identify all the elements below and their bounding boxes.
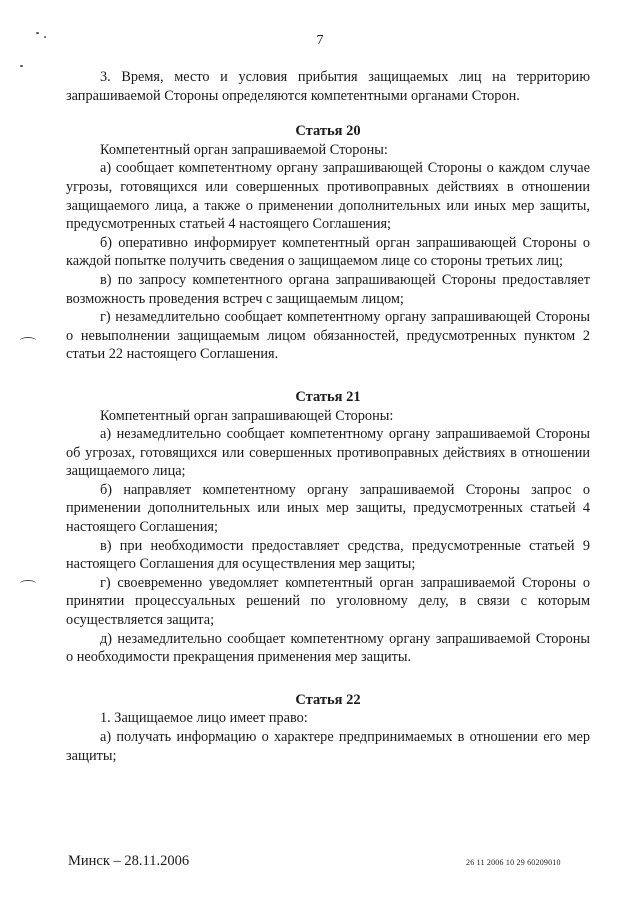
paragraph-art20-intro: Компетентный орган запрашиваемой Стороны: [100,141,388,158]
paragraph-3-arrival: 3. Время, место и условия прибытия защищаемых лиц на территорию запрашиваемой Стороны определяются компетентными органами Сторон. [66,69,590,104]
paragraph-art21-b: б) направляет компетентному органу запрашиваемой Стороны запрос о применении дополнительных или иных мер защиты, предусмотренных статьей 4 настоящего Соглашения; [66,481,590,536]
paragraph-art20-a: а) сообщает компетентному органу запрашивающей Стороны о каждом случае угрозы, готовящихся или совершенных противоправных действиях в отношении защищаемого лица, а также о применении дополнительных или иных мер защиты, предусмотренных статьей 4 настоящего Соглашения; [66,160,590,233]
heading-article-20: Статья 20 [295,123,361,140]
footer-place-date: Минск – 28.11.2006 [68,853,190,869]
paragraph-art21-a: а) незамедлительно сообщает компетентному органу запрашиваемой Стороны об угрозах, готовящихся или совершенных противоправных действиях в отношении защищаемого лица; [66,426,590,480]
heading-article-22: Статья 22 [295,691,361,708]
paragraph-art21-intro: Компетентный орган запрашивающей Стороны: [100,407,394,424]
paragraph-art22-1: 1. Защищаемое лицо имеет право: [100,710,308,727]
paragraph-art20-b: б) оперативно информирует компетентный орган запрашивающей Стороны о каждой попытке получить сведения о защищаемом лице со стороны третьих лиц; [66,234,590,270]
scan-speck [36,32,39,34]
page-number: 7 [316,33,324,48]
paragraph-art20-g: г) незамедлительно сообщает компетентному органу запрашивающей Стороны о невыполнении защищаемым лицом обязанностей, предусмотренных пунктом 2 статьи 22 настоящего Соглашения. [66,309,590,363]
punch-mark-lower [20,580,36,587]
heading-article-21: Статья 21 [295,388,361,405]
paragraph-art20-v: в) по запросу компетентного органа запрашивающей Стороны предоставляет возможность проведения встреч с защищаемым лицом; [66,271,590,307]
scan-speck [20,65,23,67]
punch-mark-upper [20,337,36,344]
paragraph-art21-d: д) незамедлительно сообщает компетентному органу запрашиваемой Стороны о необходимости прекращения применения мер защиты. [66,630,590,666]
scan-speck [44,36,46,38]
document-body [66,68,590,765]
paragraph-art21-g: г) своевременно уведомляет компетентный орган запрашиваемой Стороны о принятии процессуальных решений по уголовному делу, в связи с которым осуществляется защита; [66,574,590,629]
paragraph-art21-v: в) при необходимости предоставляет средства, предусмотренные статьей 9 настоящего Соглашения для осуществления мер защиты; [66,537,590,573]
paragraph-art22-a: а) получать информацию о характере предпринимаемых в отношении его мер защиты; [66,729,590,764]
footer-stamp: 26 11 2006 10 29 60209010 [466,858,561,867]
